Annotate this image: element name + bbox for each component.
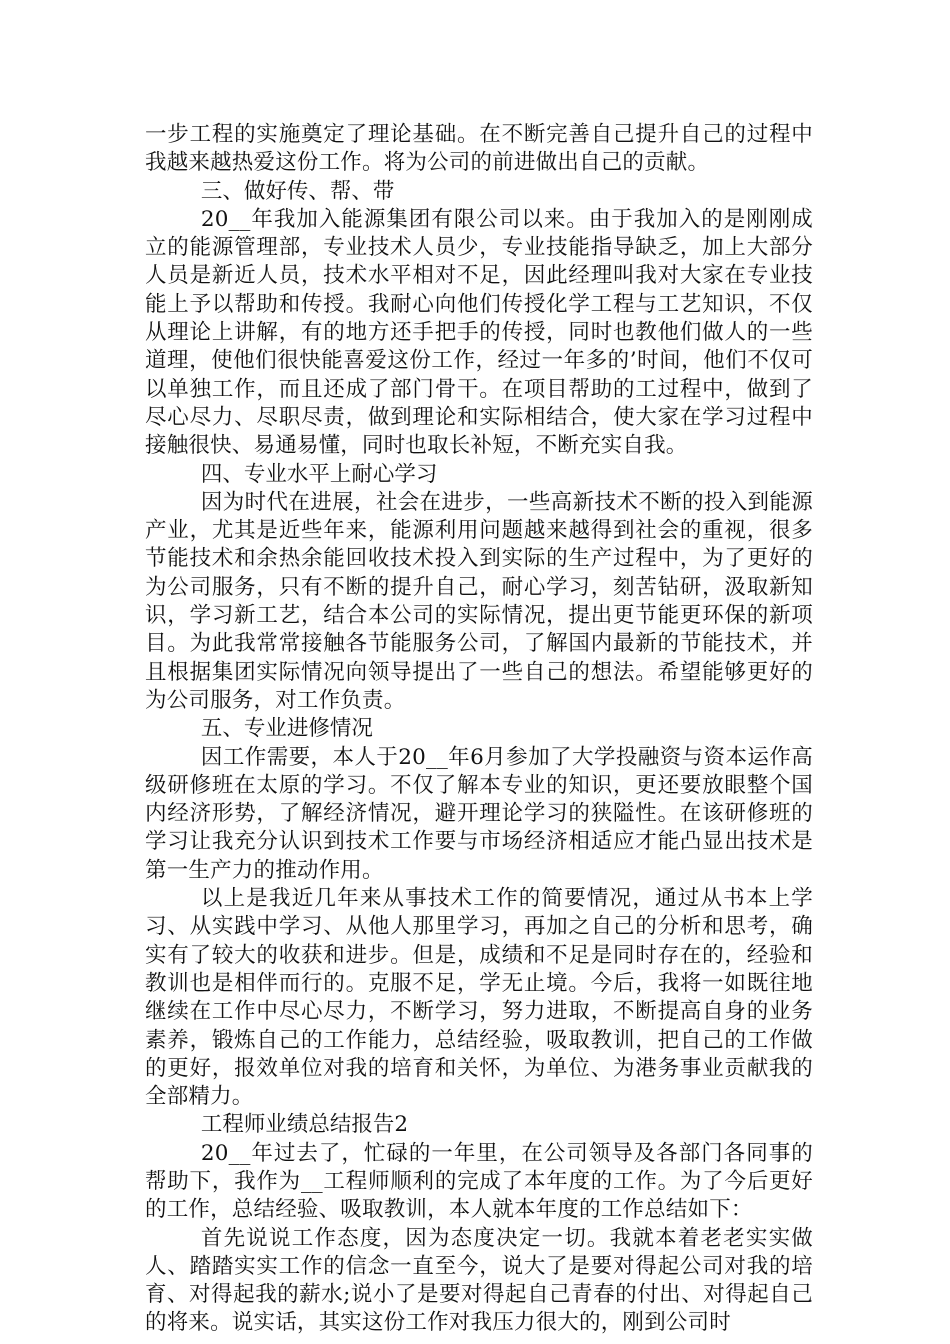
section-heading-mentoring: 三、做好传、帮、带 xyxy=(200,178,395,204)
paragraph-professional-learning: 因为时代在进展，社会在进步，一些高新技术不断的投入到能源产业，尤其是近些年来，能源利用问题越来越得到社会的重视，很多节能技术和余热余能回收技术投入到实际的生产过程中，为了更好的为公司服务，只有不断的提升自己，耐心学习，刻苦钻研，汲取新知识，学习新工艺，结合本公司的实际情况，提出更节能更环保的新项目。为此我常常接触各节能服务公司，了解国内最新的节能技术，并且根据集团实际情况向领导提出了一些自己的想法。希望能够更好的为公司服务，对工作负责。 xyxy=(145,489,813,713)
paragraph-further-training: 因工作需要，本人于20__年6月参加了大学投融资与资本运作高级研修班在太原的学习。不仅了解本专业的知识，更还要放眼整个国内经济形势，了解经济情况，避开理论学习的狭隘性。在该研修班的学习让我充分认识到技术工作要与市场经济相适应才能凸显出技术是第一生产力的推动作用。 xyxy=(145,744,813,883)
paragraph-intro-continuation: 一步工程的实施奠定了理论基础。在不断完善自己提升自己的过程中我越来越热爱这份工作。将为公司的前进做出自己的贡献。 xyxy=(145,122,813,176)
paragraph-report2-intro: 20__年过去了，忙碌的一年里，在公司领导及各部门各同事的帮助下，我作为__工程师顺利的完成了本年度的工作。为了今后更好的工作，总结经验、吸取教训，本人就本年度的工作总结如下： xyxy=(145,1140,813,1223)
report-title-2: 工程师业绩总结报告2 xyxy=(200,1112,409,1138)
paragraph-summary: 以上是我近几年来从事技术工作的简要情况，通过从书本上学习、从实践中学习、从他人那里学习，再加之自己的分析和思考，确实有了较大的收获和进步。但是，成绩和不足是同时存在的，经验和教训也是相伴而行的。克服不足，学无止境。今后，我将一如既往地继续在工作中尽心尽力，不断学习，努力进取，不断提高自身的业务素养，锻炼自己的工作能力，总结经验，吸取教训，把自己的工作做的更好，报效单位对我的培育和关怀，为单位、为港务事业贡献我的全部精力。 xyxy=(145,886,813,1110)
paragraph-mentoring: 20__年我加入能源集团有限公司以来。由于我加入的是刚刚成立的能源管理部，专业技术人员少，专业技能指导缺乏，加上大部分人员是新近人员，技术水平相对不足，因此经理叫我对大家在专业技能上予以帮助和传授。我耐心向他们传授化学工程与工艺知识，不仅从理论上讲解，有的地方还手把手的传授，同时也教他们做人的一些道理，使他们很快能喜爱这份工作，经过一年多的’时间，他们不仅可以单独工作，而且还成了部门骨干。在项目帮助的工过程中，做到了尽心尽力、尽职尽责，做到理论和实际相结合，使大家在学习过程中接触很快、易通易懂，同时也取长补短，不断充实自我。 xyxy=(145,206,813,459)
document-body xyxy=(145,121,813,1338)
section-heading-further-training: 五、专业进修情况 xyxy=(200,716,373,742)
paragraph-work-attitude: 首先说说工作态度，因为态度决定一切。我就本着老老实实做人、踏踏实实工作的信念一直至今，说大了是要对得起公司对我的培育、对得起我的薪水;说小了是要对得起自己青春的付出、对得起自己的将来。说实话，其实这份工作对我压力很大的，刚到公司时 xyxy=(145,1225,813,1336)
section-heading-professional-learning: 四、专业水平上耐心学习 xyxy=(200,461,438,487)
